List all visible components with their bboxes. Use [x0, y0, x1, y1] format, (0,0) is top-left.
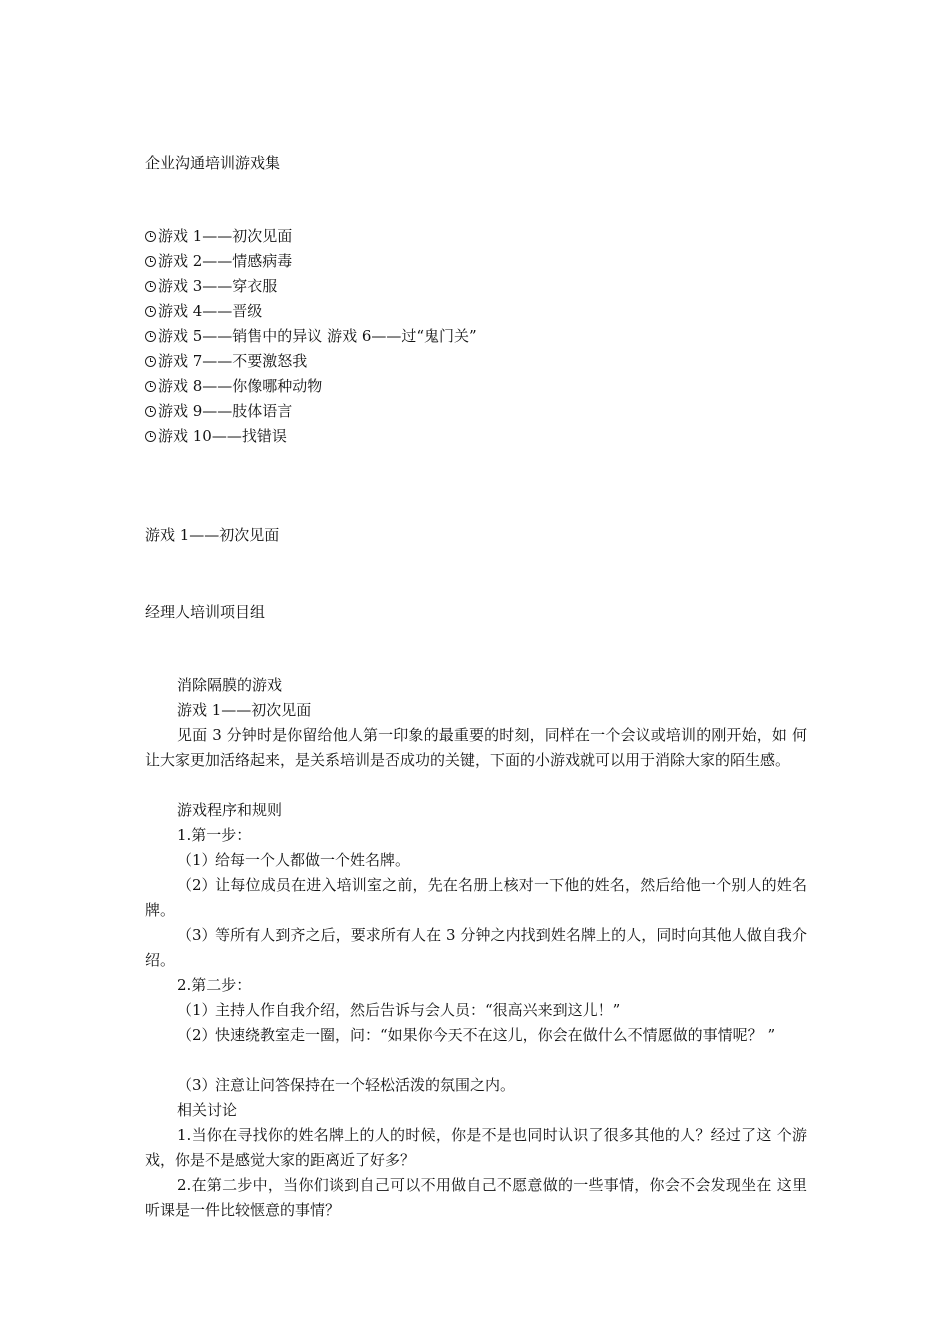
discussion-heading: 相关讨论 [177, 1101, 238, 1119]
toc-item[interactable] [145, 251, 292, 271]
clock-icon [145, 406, 156, 417]
clock-icon [145, 256, 156, 267]
toc-item[interactable] [145, 301, 262, 321]
author-line: 经理人培训项目组 [145, 603, 266, 621]
list-item [145, 923, 807, 973]
intro-paragraph: 见面 3 分钟时是你留给他人第一印象的最重要的时刻，同样在一个会议或培训的刚开始，如 何 让大家更加活络起来，是关系培训是否成功的关键，下面的小游戏就可以用于消除大家的陌生感。 [145, 726, 807, 769]
clock-icon [145, 306, 156, 317]
list-item-text: 给每一个人都做一个姓名牌。 [215, 851, 411, 869]
rules-heading: 游戏程序和规则 [177, 801, 283, 819]
clock-icon [145, 381, 156, 392]
clock-icon [145, 356, 156, 367]
toc-item-label: 游戏 10——找错误 [158, 427, 287, 445]
toc-item[interactable] [145, 276, 277, 296]
list-item-number: （2） [177, 876, 217, 894]
list-item-number: （3） [177, 1076, 217, 1094]
section-heading: 游戏 1——初次见面 [145, 526, 280, 544]
toc-item-label: 游戏 4——晋级 [158, 302, 263, 320]
toc-item-label: 游戏 1——初次见面 [158, 227, 293, 245]
category-heading: 消除隔膜的游戏 [177, 676, 283, 694]
list-item-number: （3） [177, 926, 217, 944]
list-item-text: 让每位成员在进入培训室之前，先在名册上核对一下他的姓名，然后给他一个别人的姓名牌。 [145, 876, 807, 919]
toc-item-label: 游戏 7——不要激怒我 [158, 352, 308, 370]
list-item-number: （1） [177, 1001, 217, 1019]
toc-item[interactable] [145, 326, 477, 346]
list-item [145, 998, 807, 1023]
list-item [145, 1073, 807, 1098]
clock-icon [145, 331, 156, 342]
toc-item[interactable] [145, 376, 322, 396]
toc-item[interactable] [145, 401, 292, 421]
clock-icon [145, 231, 156, 242]
clock-icon [145, 281, 156, 292]
toc-item[interactable] [145, 226, 292, 246]
toc-item-label: 游戏 8——你像哪种动物 [158, 377, 323, 395]
list-item-text: 等所有人到齐之后，要求所有人在 3 分钟之内找到姓名牌上的人，同时向其他人做自我介绍。 [145, 926, 807, 969]
clock-icon [145, 431, 156, 442]
list-item [145, 1023, 807, 1048]
list-item [145, 848, 807, 873]
toc-item-label: 游戏 2——情感病毒 [158, 252, 293, 270]
list-item-number: （1） [177, 851, 217, 869]
list-item-text: 快速绕教室走一圈，问：“如果你今天不在这儿，你会在做什么不情愿做的事情呢？ ” [215, 1026, 776, 1044]
list-item-text: 注意让问答保持在一个轻松活泼的氛围之内。 [215, 1076, 516, 1094]
toc-item-label: 游戏 5——销售中的异议 游戏 6——过“鬼门关” [158, 327, 477, 345]
step-two-heading: 2.第二步： [177, 976, 252, 994]
discussion-paragraph: 2.在第二步中，当你们谈到自己可以不用做自己不愿意做的一些事情，你会不会发现坐在 这里听课是一件比较惬意的事情？ [145, 1176, 807, 1219]
document-title: 企业沟通培训游戏集 [145, 154, 281, 172]
toc-item[interactable] [145, 351, 307, 371]
list-item-text: 主持人作自我介绍，然后告诉与会人员：“很高兴来到这儿！” [215, 1001, 621, 1019]
discussion-paragraph: 1.当你在寻找你的姓名牌上的人的时候，你是不是也同时认识了很多其他的人？经过了这 个游戏，你是不是感觉大家的距离近了好多？ [145, 1126, 807, 1169]
toc-item-label: 游戏 3——穿衣服 [158, 277, 278, 295]
toc-item-label: 游戏 9——肢体语言 [158, 402, 293, 420]
list-item [145, 873, 807, 923]
game-title: 游戏 1——初次见面 [177, 701, 312, 719]
toc-item[interactable] [145, 426, 287, 446]
step-one-heading: 1.第一步： [177, 826, 252, 844]
list-item-number: （2） [177, 1026, 217, 1044]
